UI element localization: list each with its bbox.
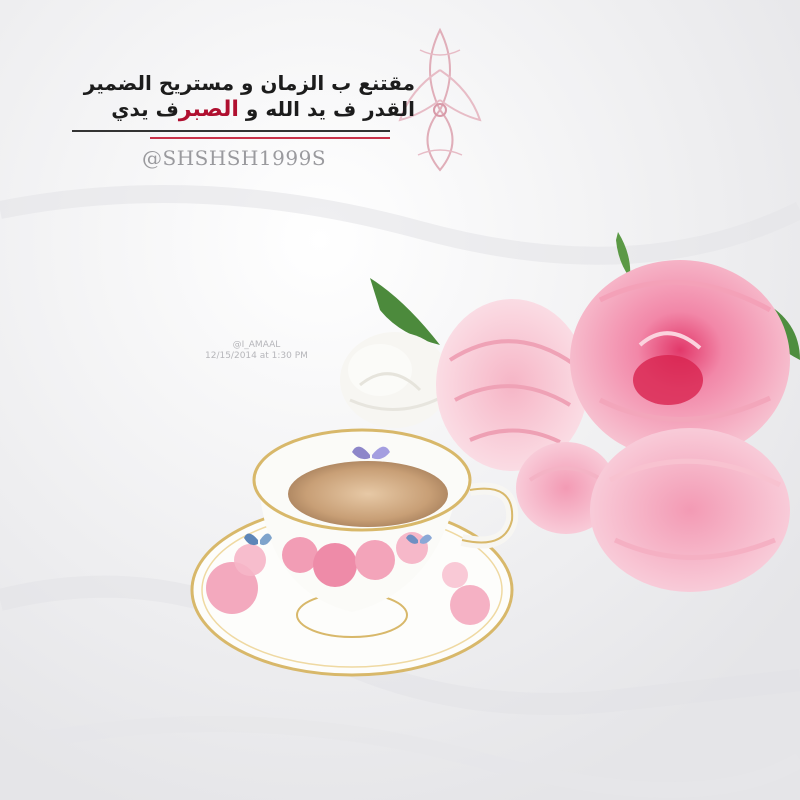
divider [72, 130, 390, 132]
white-rose [340, 332, 450, 428]
quote-text [84, 70, 415, 123]
quote-line-2 [84, 96, 415, 123]
watermark-timestamp: 12/15/2014 at 1:30 PM [205, 351, 308, 361]
peony-bottom [590, 428, 790, 592]
quote-line-2-start: القدر ف يد الله و [238, 97, 415, 121]
watermark-user: @I_AMAAL [232, 340, 281, 350]
divider-accent [150, 137, 390, 139]
quote-accent-word: الصبر [178, 97, 239, 122]
quote-line-2-end: ف يدي [111, 97, 179, 121]
watermark [205, 340, 308, 362]
author-handle: @SHSHSH1999S [142, 146, 327, 170]
quote-line-1: مقتنع ب الزمان و مستريح الضمير [83, 71, 415, 95]
coffee [288, 461, 448, 527]
